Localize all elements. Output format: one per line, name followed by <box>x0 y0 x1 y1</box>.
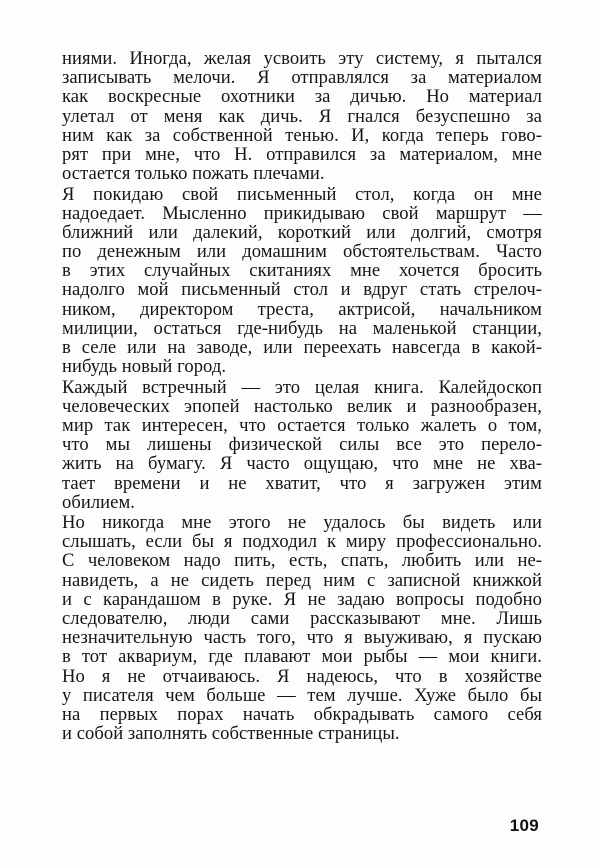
text-line: С человеком надо пить, есть, спать, любить или не- <box>62 551 542 571</box>
text-line: что мы лишены физической силы все это перело- <box>62 435 542 455</box>
text-line: милиции, остаться где-нибудь на маленькой станции, <box>62 318 542 338</box>
text-line: Но никогда мне этого не удалось бы видеть или <box>62 513 542 533</box>
text-line: на первых порах начать обкрадывать самого себя <box>62 704 542 725</box>
text-line: мир так интересен, что остается только жалеть о том, <box>62 415 542 436</box>
paragraph <box>62 49 542 183</box>
text-line: в этих случайных скитаниях мне хочется бросить <box>62 261 542 281</box>
text-line: ним как за собственной тенью. И, когда теперь гово- <box>62 125 542 145</box>
text-line: и с карандашом в руке. Я не задаю вопросы подобно <box>62 589 542 609</box>
text-line: записывать мелочи. Я отправлялся за материалом <box>62 68 542 88</box>
text-line: незначительную часть того, что я выуживаю, я пускаю <box>62 628 542 648</box>
paragraph <box>62 513 542 743</box>
text-line: ближний или далекий, короткий или долгий, смотря <box>62 222 542 243</box>
text-line: Но я не отчаиваюсь. Я надеюсь, что в хозяйстве <box>62 666 542 686</box>
text-line: улетал от меня как дичь. Я гнался безуспешно за <box>62 106 542 126</box>
text-line: следователю, люди сами рассказывают мне. Лишь <box>62 609 542 629</box>
text-line: и собой заполнять собственные страницы. <box>62 724 400 744</box>
text-line: человеческих эпопей настолько велик и разнообразен, <box>62 396 542 416</box>
text-line: жить на бумагу. Я часто ощущаю, что мне не хва- <box>62 454 542 474</box>
text-line: как воскресные охотники за дичью. Но материал <box>62 87 542 107</box>
text-line: остается только пожать плечами. <box>62 164 325 184</box>
text-line: в тот аквариум, где плавают мои рыбы — мои книги. <box>62 647 542 667</box>
text-line: по денежным или домашним обстоятельствам. Часто <box>62 242 542 262</box>
text-line: слышать, если бы я подходил к миру профессионально. <box>62 532 542 552</box>
text-line: надолго мой письменный стол и вдруг стать стрелоч- <box>62 280 542 300</box>
text-line: тает времени и не хватит, что я загружен этим <box>62 473 542 493</box>
text-line: надоедает. Мысленно прикидываю свой маршрут — <box>62 203 542 223</box>
text-line: Я покидаю свой письменный стол, когда он мне <box>62 184 542 204</box>
text-line: навидеть, а не сидеть перед ним с записной книжкой <box>62 570 542 590</box>
text-line: у писателя чем больше — тем лучше. Хуже было бы <box>62 685 542 705</box>
text-line: Каждый встречный — это целая книга. Калейдоскоп <box>62 377 542 397</box>
text-line: ниями. Иногда, желая усвоить эту систему, я пытался <box>62 49 542 69</box>
paragraph <box>62 378 542 512</box>
body-text <box>62 49 542 743</box>
text-line: нибудь новый город. <box>62 357 227 377</box>
text-line: обилием. <box>62 492 136 512</box>
text-line: ником, директором треста, актрисой, начальником <box>62 299 542 319</box>
paragraph <box>62 185 542 377</box>
text-line: рят при мне, что Н. отправился за материалом, мне <box>62 144 542 165</box>
page-number: 109 <box>509 816 539 835</box>
text-line: в селе или на заводе, или переехать навсегда в какой- <box>62 338 542 358</box>
